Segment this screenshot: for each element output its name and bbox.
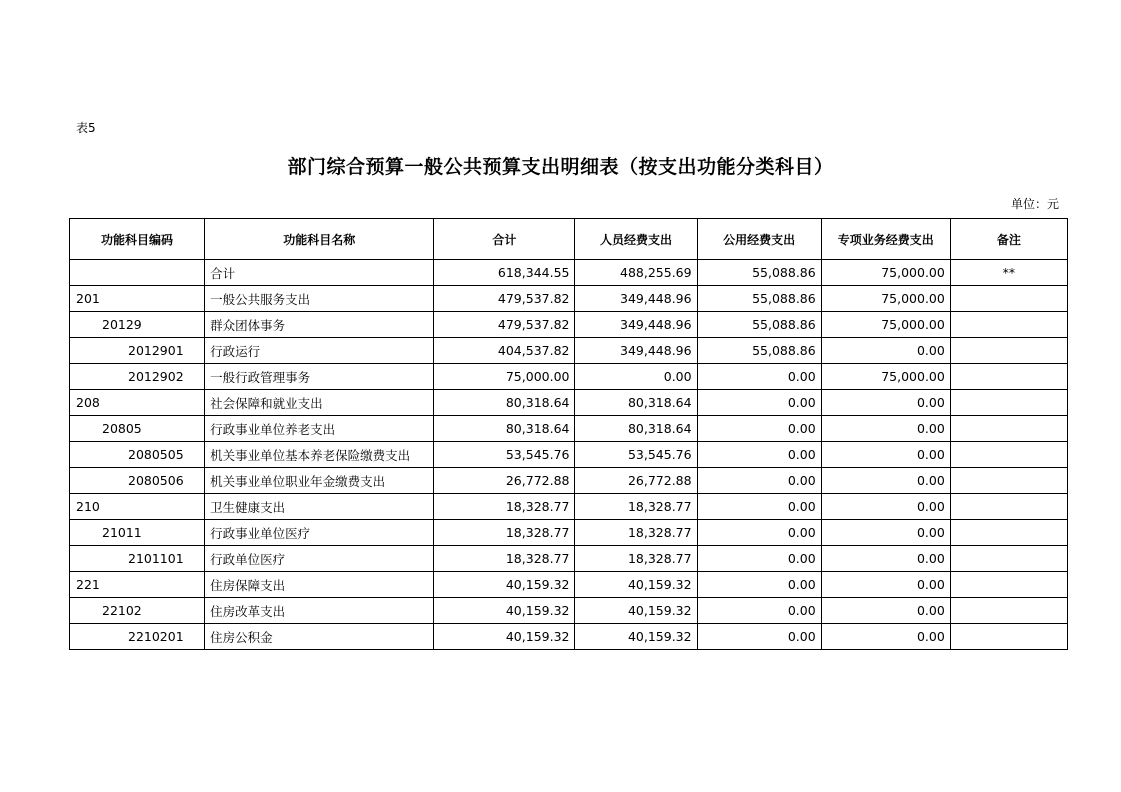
cell-code: 2080505	[70, 442, 205, 468]
cell-public: 0.00	[697, 494, 821, 520]
cell-name: 合计	[205, 260, 434, 286]
cell-public: 55,088.86	[697, 286, 821, 312]
table-row	[70, 286, 1068, 312]
budget-detail-table	[69, 218, 1068, 650]
column-header-special: 专项业务经费支出	[821, 219, 950, 260]
column-header-note: 备注	[950, 219, 1067, 260]
cell-code: 201	[70, 286, 205, 312]
cell-public: 0.00	[697, 546, 821, 572]
cell-total: 26,772.88	[434, 468, 575, 494]
column-header-personnel: 人员经费支出	[575, 219, 697, 260]
table-row	[70, 468, 1068, 494]
cell-total: 479,537.82	[434, 286, 575, 312]
cell-special: 0.00	[821, 624, 950, 650]
table-number-label: 表5	[76, 121, 96, 135]
cell-personnel: 80,318.64	[575, 390, 697, 416]
cell-special: 75,000.00	[821, 286, 950, 312]
cell-code: 208	[70, 390, 205, 416]
table-row	[70, 442, 1068, 468]
table-row	[70, 494, 1068, 520]
cell-code: 2012902	[70, 364, 205, 390]
cell-personnel: 18,328.77	[575, 494, 697, 520]
cell-note	[950, 468, 1067, 494]
cell-name: 群众团体事务	[205, 312, 434, 338]
table-row	[70, 416, 1068, 442]
table-row	[70, 520, 1068, 546]
cell-code: 22102	[70, 598, 205, 624]
cell-personnel: 40,159.32	[575, 598, 697, 624]
cell-code: 2080506	[70, 468, 205, 494]
cell-personnel: 18,328.77	[575, 520, 697, 546]
table-row	[70, 260, 1068, 286]
cell-note	[950, 572, 1067, 598]
cell-code: 2210201	[70, 624, 205, 650]
cell-total: 80,318.64	[434, 390, 575, 416]
cell-name: 一般公共服务支出	[205, 286, 434, 312]
cell-personnel: 40,159.32	[575, 572, 697, 598]
cell-total: 618,344.55	[434, 260, 575, 286]
cell-name: 行政事业单位养老支出	[205, 416, 434, 442]
cell-name: 一般行政管理事务	[205, 364, 434, 390]
cell-personnel: 26,772.88	[575, 468, 697, 494]
table-row	[70, 338, 1068, 364]
cell-note	[950, 338, 1067, 364]
cell-personnel: 349,448.96	[575, 312, 697, 338]
cell-name: 机关事业单位基本养老保险缴费支出	[205, 442, 434, 468]
cell-public: 0.00	[697, 624, 821, 650]
cell-name: 行政运行	[205, 338, 434, 364]
cell-special: 75,000.00	[821, 312, 950, 338]
cell-total: 404,537.82	[434, 338, 575, 364]
cell-public: 55,088.86	[697, 312, 821, 338]
table-row	[70, 572, 1068, 598]
cell-total: 40,159.32	[434, 624, 575, 650]
cell-code: 210	[70, 494, 205, 520]
cell-special: 0.00	[821, 442, 950, 468]
cell-special: 0.00	[821, 468, 950, 494]
cell-code: 20805	[70, 416, 205, 442]
cell-code: 20129	[70, 312, 205, 338]
cell-total: 75,000.00	[434, 364, 575, 390]
table-row	[70, 312, 1068, 338]
cell-name: 行政事业单位医疗	[205, 520, 434, 546]
cell-special: 0.00	[821, 520, 950, 546]
cell-personnel: 40,159.32	[575, 624, 697, 650]
cell-public: 0.00	[697, 572, 821, 598]
cell-special: 0.00	[821, 546, 950, 572]
cell-note	[950, 312, 1067, 338]
cell-personnel: 18,328.77	[575, 546, 697, 572]
cell-public: 0.00	[697, 598, 821, 624]
cell-personnel: 349,448.96	[575, 338, 697, 364]
cell-name: 社会保障和就业支出	[205, 390, 434, 416]
cell-note	[950, 546, 1067, 572]
cell-code: 2012901	[70, 338, 205, 364]
table-row	[70, 364, 1068, 390]
table-row	[70, 390, 1068, 416]
cell-code	[70, 260, 205, 286]
cell-note	[950, 494, 1067, 520]
cell-name: 住房保障支出	[205, 572, 434, 598]
cell-note	[950, 624, 1067, 650]
cell-public: 55,088.86	[697, 338, 821, 364]
cell-code: 221	[70, 572, 205, 598]
cell-personnel: 0.00	[575, 364, 697, 390]
cell-special: 0.00	[821, 572, 950, 598]
cell-note	[950, 598, 1067, 624]
page-title: 部门综合预算一般公共预算支出明细表（按支出功能分类科目）	[287, 156, 834, 178]
cell-public: 0.00	[697, 390, 821, 416]
cell-total: 40,159.32	[434, 598, 575, 624]
cell-code: 2101101	[70, 546, 205, 572]
cell-note	[950, 442, 1067, 468]
cell-special: 0.00	[821, 598, 950, 624]
cell-personnel: 349,448.96	[575, 286, 697, 312]
cell-public: 0.00	[697, 416, 821, 442]
cell-public: 0.00	[697, 442, 821, 468]
column-header-public: 公用经费支出	[697, 219, 821, 260]
cell-name: 住房公积金	[205, 624, 434, 650]
cell-personnel: 80,318.64	[575, 416, 697, 442]
column-header-total: 合计	[434, 219, 575, 260]
table-row	[70, 598, 1068, 624]
cell-total: 479,537.82	[434, 312, 575, 338]
unit-label: 单位：元	[1010, 197, 1059, 211]
cell-code: 21011	[70, 520, 205, 546]
cell-note	[950, 364, 1067, 390]
cell-public: 0.00	[697, 364, 821, 390]
cell-total: 80,318.64	[434, 416, 575, 442]
cell-special: 0.00	[821, 338, 950, 364]
cell-name: 行政单位医疗	[205, 546, 434, 572]
cell-personnel: 53,545.76	[575, 442, 697, 468]
table-header-row	[70, 219, 1068, 260]
cell-note	[950, 286, 1067, 312]
cell-total: 40,159.32	[434, 572, 575, 598]
cell-total: 18,328.77	[434, 520, 575, 546]
cell-name: 卫生健康支出	[205, 494, 434, 520]
cell-total: 18,328.77	[434, 494, 575, 520]
cell-special: 0.00	[821, 494, 950, 520]
cell-personnel: 488,255.69	[575, 260, 697, 286]
cell-public: 55,088.86	[697, 260, 821, 286]
cell-special: 75,000.00	[821, 260, 950, 286]
table-row	[70, 546, 1068, 572]
cell-note	[950, 390, 1067, 416]
cell-total: 53,545.76	[434, 442, 575, 468]
cell-name: 住房改革支出	[205, 598, 434, 624]
cell-note	[950, 416, 1067, 442]
cell-name: 机关事业单位职业年金缴费支出	[205, 468, 434, 494]
cell-special: 0.00	[821, 416, 950, 442]
cell-special: 75,000.00	[821, 364, 950, 390]
column-header-code: 功能科目编码	[70, 219, 205, 260]
cell-public: 0.00	[697, 468, 821, 494]
cell-public: 0.00	[697, 520, 821, 546]
cell-total: 18,328.77	[434, 546, 575, 572]
cell-special: 0.00	[821, 390, 950, 416]
table-row	[70, 624, 1068, 650]
column-header-name: 功能科目名称	[205, 219, 434, 260]
cell-note	[950, 520, 1067, 546]
cell-note: **	[950, 260, 1067, 286]
